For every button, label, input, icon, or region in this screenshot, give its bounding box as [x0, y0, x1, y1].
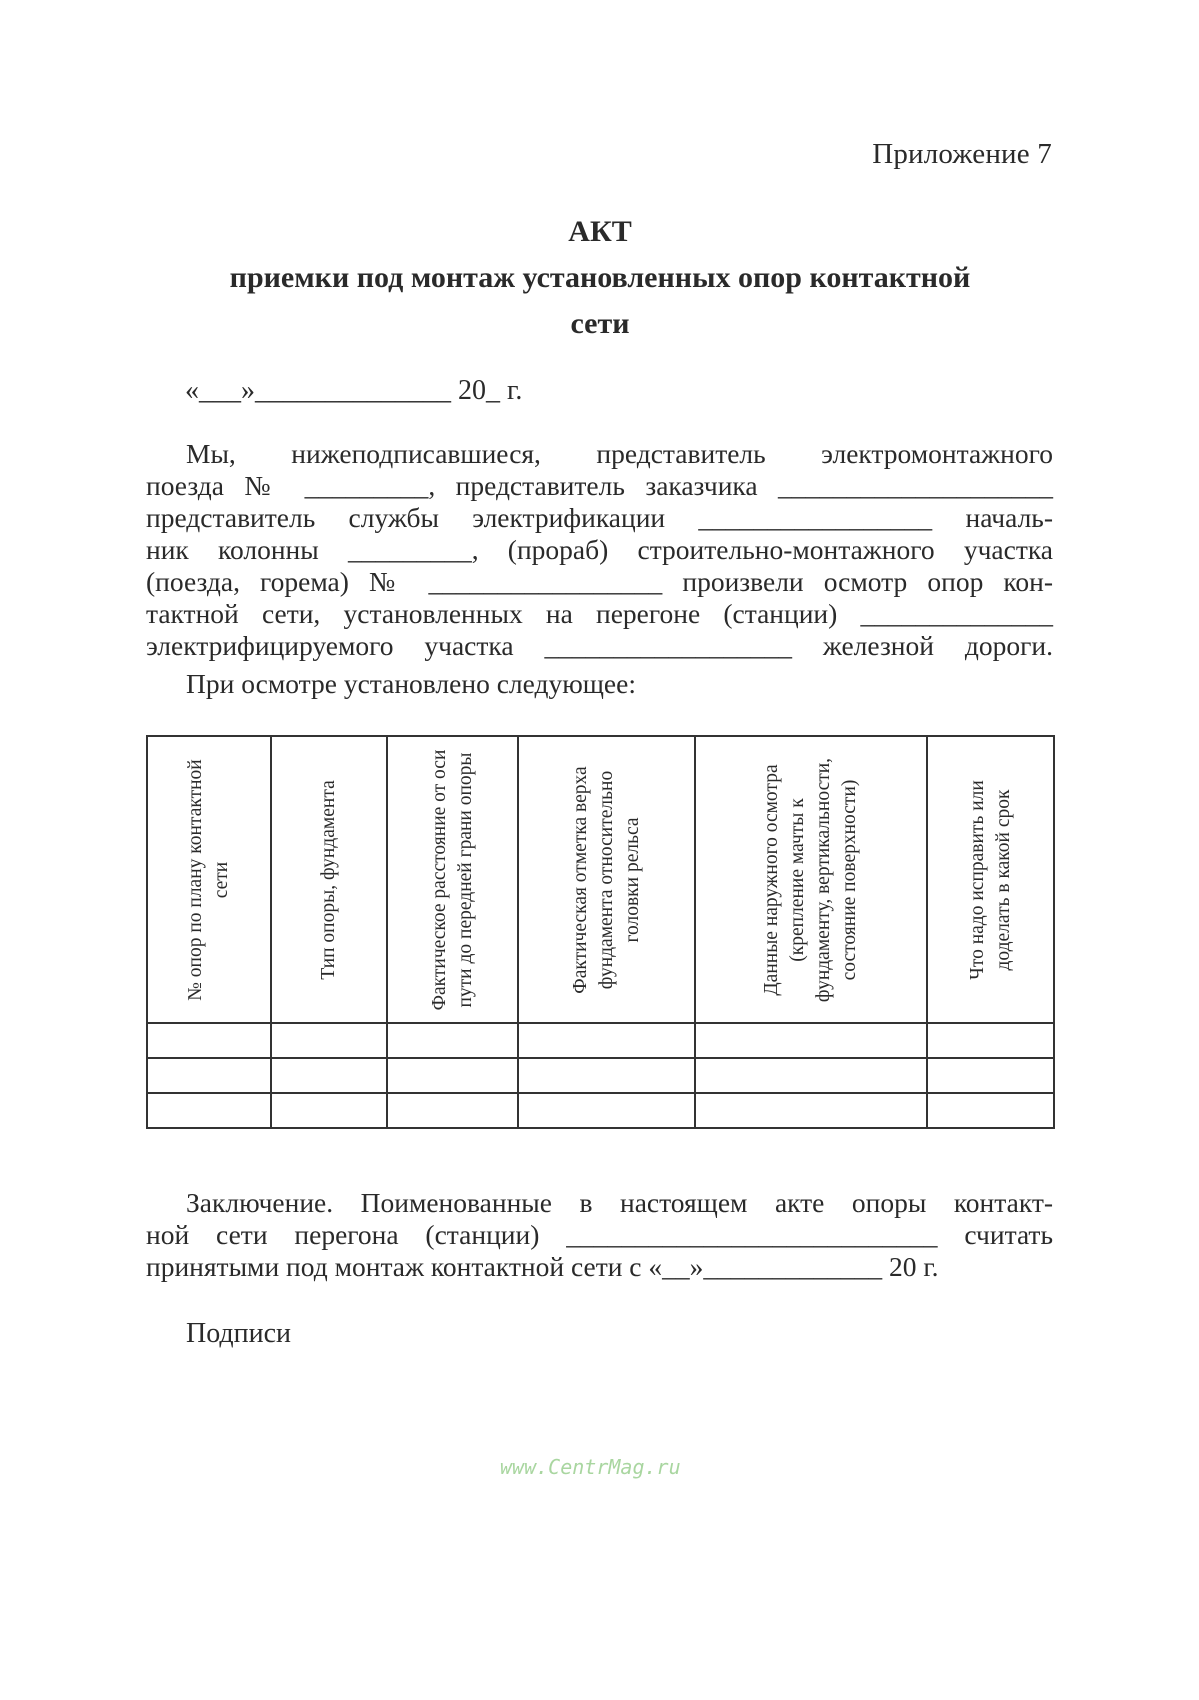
table-cell — [147, 1023, 271, 1058]
inspection-table — [146, 735, 1055, 1129]
column-header-text: № опор по плану контактной сети — [185, 758, 232, 1001]
table-cell — [147, 1093, 271, 1128]
appendix-label: Приложение 7 — [872, 138, 1052, 170]
column-header — [518, 736, 695, 1023]
table-cell — [927, 1093, 1054, 1128]
document-subtitle-line-2: сети — [570, 307, 630, 340]
column-header-text: Фактическая отметка верха фундамента относительно головки рельса — [569, 765, 643, 994]
column-header — [695, 736, 927, 1023]
body-line: Мы, нижеподписавшиеся, представитель электромонтажного — [186, 438, 1053, 469]
table-cell — [147, 1058, 271, 1093]
column-header — [147, 736, 271, 1023]
column-header — [271, 736, 387, 1023]
conclusion-line: Заключение. Поименованные в настоящем акте опоры контакт- — [186, 1187, 1053, 1218]
table-row — [147, 1058, 1054, 1093]
body-line: представитель службы электрификации _________________ началь- — [146, 502, 1053, 533]
body-line: электрифицируемого участка __________________ железной дороги. — [146, 630, 1053, 661]
table-row — [147, 1093, 1054, 1128]
table-header-row — [147, 736, 1054, 1023]
table-cell — [387, 1058, 518, 1093]
column-header — [927, 736, 1054, 1023]
body-line: (поезда, горема) № _________________ произвели осмотр опор кон- — [146, 566, 1053, 597]
column-header-text: Данные наружного осмотра (крепление мачты к фундаменту, вертикальности, состояние поверхности) — [761, 757, 860, 1002]
document-subtitle-line-1: приемки под монтаж установленных опор контактной — [229, 261, 971, 294]
table-cell — [927, 1058, 1054, 1093]
table-cell — [271, 1023, 387, 1058]
body-line: тактной сети, установленных на перегоне (станции) ______________ — [146, 598, 1053, 629]
table-cell — [695, 1058, 927, 1093]
table-cell — [518, 1058, 695, 1093]
conclusion-line: принятыми под монтаж контактной сети с «__»_____________ 20 г. — [146, 1251, 939, 1282]
body-paragraph — [146, 438, 1053, 662]
signatures-label: Подписи — [186, 1318, 292, 1349]
inspection-table-container — [146, 735, 1053, 1133]
table-row — [147, 1023, 1054, 1058]
table-cell — [927, 1023, 1054, 1058]
body-line: поезда № _________, представитель заказчика ____________________ — [146, 470, 1053, 501]
table-cell — [695, 1023, 927, 1058]
column-header-text: Тип опоры, фундамента — [318, 779, 339, 980]
conclusion-paragraph — [146, 1187, 1053, 1283]
table-cell — [271, 1093, 387, 1128]
document-title: АКТ — [568, 215, 632, 248]
table-cell — [387, 1093, 518, 1128]
table-cell — [387, 1023, 518, 1058]
table-cell — [695, 1093, 927, 1128]
watermark: www.CentrMag.ru — [500, 1455, 681, 1479]
column-header-text: Что надо исправить или доделать в какой срок — [966, 779, 1014, 980]
date-field: «___»______________ 20_ г. — [185, 375, 523, 406]
conclusion-line: ной сети перегона (станции) ___________________________ считать — [146, 1219, 1053, 1250]
table-cell — [518, 1023, 695, 1058]
column-header — [387, 736, 518, 1023]
table-cell — [518, 1093, 695, 1128]
table-cell — [271, 1058, 387, 1093]
column-header-text: Фактическое расстояние от оси пути до передней грани опоры — [428, 749, 476, 1010]
inspection-intro: При осмотре установлено следующее: — [186, 668, 636, 699]
body-line: ник колонны _________, (прораб) строительно-монтажного участка — [146, 534, 1053, 565]
